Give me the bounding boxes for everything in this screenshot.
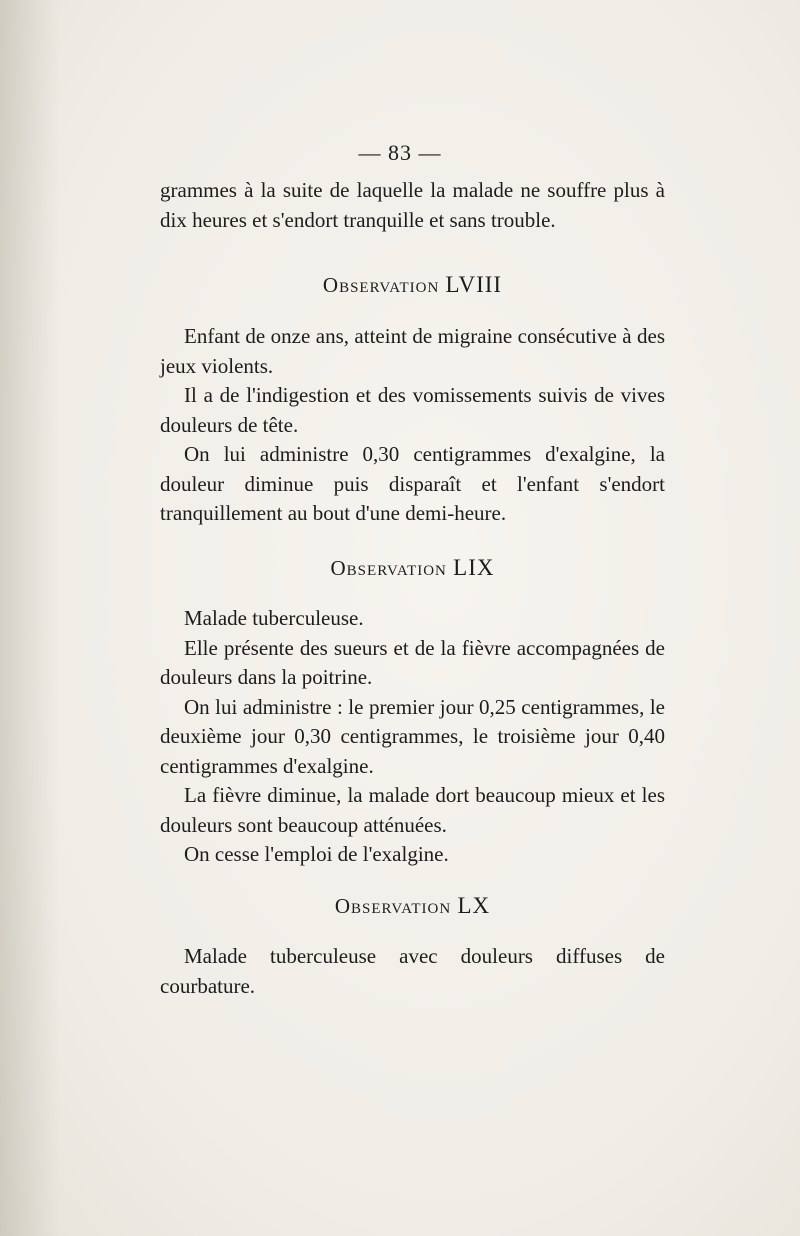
paragraph: Elle présente des sueurs et de la fièvre accompagnées de douleurs dans la poitrine. [160, 635, 665, 689]
paragraph: Il a de l'indigestion et des vomissements suivis de vives douleurs de tête. [160, 383, 665, 437]
page-number: — 83 — [358, 140, 442, 165]
observation-heading-lviii [160, 272, 665, 298]
paragraph: Malade tuberculeuse avec douleurs diffuses de courbature. [160, 944, 665, 998]
observation-label: Observation [330, 556, 447, 580]
paragraph: Enfant de onze ans, atteint de migraine consécutive à des jeux violents. [160, 324, 665, 378]
continuation-paragraph: grammes à la suite de laquelle la malade ne souffre plus à dix heures et s'endort tranquille et sans trouble. [160, 178, 665, 232]
paragraph: On lui administre : le premier jour 0,25 centigrammes, le deuxième jour 0,30 centigrammes, le troisième jour 0,40 centigrammes d'exalgine. [160, 694, 665, 778]
observation-label: Observation [322, 273, 440, 297]
paragraph: La fièvre diminue, la malade dort beaucoup mieux et les douleurs sont beaucoup atténuées. [160, 783, 665, 837]
paragraph: Malade tuberculeuse. [184, 606, 364, 630]
continuation-block [160, 176, 665, 235]
observation-number: LVIII [445, 272, 503, 297]
observation-heading-lx [160, 893, 665, 919]
observation-body-lix [160, 604, 665, 870]
observation-label: Observation [334, 894, 452, 918]
observation-heading-lix [160, 555, 665, 581]
observation-number: LX [457, 893, 491, 918]
paragraph: On lui administre 0,30 centigrammes d'exalgine, la douleur diminue puis disparaît et l'enfant s'endort tranquillement au bout d'une demi-heure. [160, 442, 665, 525]
page-edge-shadow [0, 0, 60, 1236]
paragraph: On cesse l'emploi de l'exalgine. [184, 842, 449, 866]
observation-body-lx [160, 942, 665, 1001]
observation-number: LIX [453, 555, 495, 580]
observation-body-lviii [160, 322, 665, 529]
